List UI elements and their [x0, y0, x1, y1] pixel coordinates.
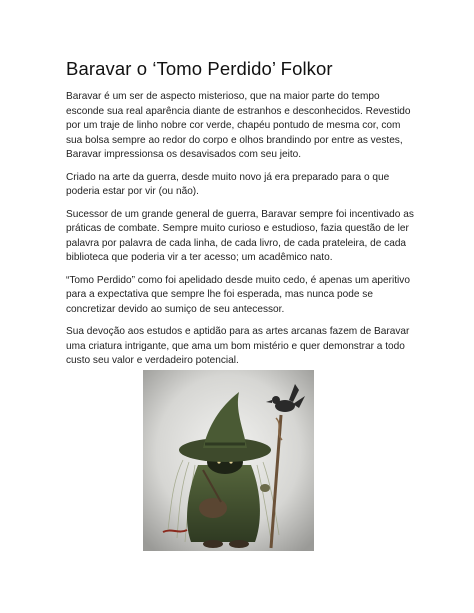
document-page — [66, 58, 416, 377]
document-title: Baravar o ‘Tomo Perdido’ Folkor — [66, 58, 333, 79]
paragraph-2: Criado na arte da guerra, desde muito novo já era preparado para o que poderia estar por vir (ou não). — [66, 171, 390, 197]
paragraph-3: Sucessor de um grande general de guerra, Baravar sempre foi incentivado as práticas de combate. Sempre muito curioso e estudioso, fazia questão de ler palavra por palavra de cada linha, de cada livro, de cada prateleira, de cada biblioteca que poderia vir a ter acesso; um acadêmico nato. — [66, 208, 414, 263]
satchel — [199, 498, 227, 518]
paragraph-1: Baravar é um ser de aspecto misterioso, que na maior parte do tempo esconde sua real aparência diante de estranhos e desconhecidos. Revestido por um traje de linho nobre cor verde, chapéu pontudo de mesma cor, com sua bolsa sempre ao redor do corpo e olhos brandindo por entre as vestes, Baravar impressionsa os desavisados com seu jeito. — [66, 91, 411, 160]
paragraph-5: Sua devoção aos estudos e aptidão para as artes arcanas fazem de Baravar uma criatura intrigante, que ama um bom mistério e quer demonstrar a todo custo seu valor e verdadeiro potencial. — [66, 326, 410, 366]
character-illustration — [143, 370, 314, 551]
paragraph-4: “Tomo Perdido” como foi apelidado desde muito cedo, é apenas um aperitivo para a expectativa que sempre lhe foi esperada, mas nunca pode se concretizar devido ao sumiço de seu antecessor. — [66, 274, 410, 315]
